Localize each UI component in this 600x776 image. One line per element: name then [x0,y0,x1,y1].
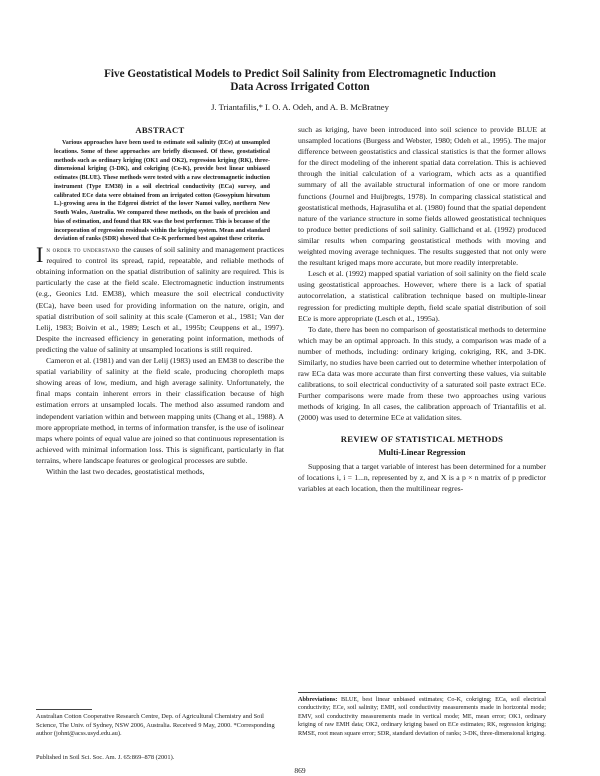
abstract-heading: ABSTRACT [135,125,185,135]
publication-info: Published in Soil Sci. Soc. Am. J. 65:869–878 (2001). [36,754,175,761]
abstract-text: Various approaches have been used to estimate soil salinity (ECe) at unsampled locations. Some of these approaches are briefly discussed. Of these, geostatistical methods such as ordinary kriging (OK1 and OK2), regression kriging (RK), three-dimensional kriging (3-DK), and cokriging (Co-K), provide best linear unbiased estimates (BLUE). These methods were tested with a raw electromagnetic induction instrument (Type EM38) in a soil electrical conductivity (ECa) survey, and calibrated ECe data were obtained from an irrigated cotton (Gossypium hirsutum L.)-growing area in the Edgeroi district of the lower Namoi valley, northern New South Wales, Australia. We compared these methods, on the basis of precision and bias of estimation, and found that RK was the best performer. This is because of the incorporation of regression residuals within the kriging system. Mean and standard deviation of ranks (SDR) showed that Co-K performed best against these criteria. [54,140,270,243]
right-paragraph-1: such as kriging, have been introduced into soil science to provide BLUE at unsampled locations (Burgess and Webster, 1980; Odeh et al., 1995). The major difference between geostatistics and classical statistics is that the former allows for the direct modeling of the inherent spatial data correlation. This is achieved through the initial calculation of a variogram, which acts as a quantified summary of all the available structural information of one or more random functions (Journel and Huijbregts, 1978). In comparing classical statistical and geostatistical methods, Hajrasuliha et al. (1980) found that the spatial dependent nature of the variance structure in some fields allowed geostatistical techniques to produce better predictions of soil salinity. Gallichand et al. (1992) produced similar results when comparing geostatistical methods with moving and weighted moving average techniques. The results suggested that not only were the resultant kriged maps more accurate, but more readily interpretable. [298,125,546,268]
section-heading: REVIEW OF STATISTICAL METHODS [340,433,504,444]
footnote-rule-left [36,709,92,710]
intro-paragraph-3: Within the last two decades, geostatistical methods, [46,466,205,476]
drop-cap: I [36,242,44,268]
affiliation-footnote: Australian Cotton Cooperative Research Centre, Dep. of Agricultural Chemistry and Soil Science, The Univ. of Sydney, NSW 2006, Australia. Received 9 May, 2000. *Corresponding author (johnt@acss.usyd.edu.au). [36,713,275,738]
right-paragraph-2: Lesch et al. (1992) mapped spatial variation of soil salinity on the field scale using geostatistical approaches. However, where there is a lack of spatial autocorrelation, a statistical calibration technique based on multiple-linear regression for predicting multiple depth, field scale spatial distribution of soil ECe is more appropriate (Lesch et al., 1995a). [298,269,546,323]
subsection-heading: Multi-Linear Regression [378,447,466,457]
intro-paragraph-1-text: the causes of soil salinity and management practices required to control its spread, rapid, repeatable, and reliable methods of obtaining information on the spatial distribution of salinity are required. This is particularly the case at the field scale. Electromagnetic induction instruments (e.g., Geonics Ltd. EM38), which measure the soil electrical conductivity (ECa), have been used for providing information on the nature, origin, and spatial distribution of soil salinity at this scale (Cameron et al., 1981; Van der Lelij, 1983; Boivin et al., 1989; Lesch et al., 1995b; Ceuppens et al., 1997). Despite the increased efficiency in generating point information, methods of predicting the value of salinity at unsampled locations is still required. [36,245,285,354]
abbreviations-box [298,696,546,738]
abbreviations-label: Abbreviations: [298,696,338,703]
intro-paragraph-2: Cameron et al. (1981) and van der Lelij (1983) used an EM38 to describe the spatial variability of salinity at the field scale, producing choropleth maps showing areas of low, medium, and high average salinity. Unfortunately, the final maps contain inherent errors in their classification because of high estimation errors at unsampled locals. The method also assumed random and independent variation within and between mapping units (Chang et al., 1988). A more appropriate method, in terms of information transfer, is the use of isolinear maps where points of equal value are joined so that continuous representation is achieved with minimal information loss. This is significant, particularly in flat terrains, where landscape features or geological processes are subtle. [36,356,284,465]
abbreviations-text: BLUE, best linear unbiased estimates; Co-K, cokriging; ECa, soil electrical conductivity; ECe, soil salinity; EMH, soil conductivity measurements made in horizontal mode; EMV, soil conductivity measurements made in vertical mode; ME, mean error; OK1, ordinary kriging of raw EMH data; OK2, ordinary kriging based on ECe estimates; RK, regression kriging; RMSE, root mean square error; SDR, standard deviation of ranks; 3-DK, three-dimensional kriging. [298,696,547,737]
intro-paragraph-1 [36,244,284,355]
left-column [36,124,284,477]
page-number: 869 [294,766,306,775]
title-line-2: Data Across Irrigated Cotton [230,81,370,93]
right-paragraph-4: Supposing that a target variable of interest has been determined for a number of locations i, i = 1...n, represented by z, and X is a p × n matrix of p predictor variables at each location, then the multilinear regres- [298,461,546,493]
abbreviations-rule [298,692,546,693]
author-list: J. Triantafilis,* I. O. A. Odeh, and A. B. McBratney [211,102,389,112]
intro-lead-in: n order to understand [46,245,120,255]
right-column [298,124,546,494]
title-line-1: Five Geostatistical Models to Predict Soil Salinity from Electromagnetic Induction [104,68,496,80]
paper-title [40,68,560,94]
right-paragraph-3: To date, there has been no comparison of geostatistical methods to determine which may be an optimal approach. In this study, a comparison was made of a number of methods, including: ordinary kriging, cokriging, RK, and 3-DK. Similarly, no studies have been carried out to determine whether interpolation of raw ECa data was more accurate than first converting these values, via suitable calibrations, to soil electrical conductivity of a saturated soil paste extract ECe. Further comparisons were made from these two approaches using various methods of kriging. In all cases, the calibration approach of Triantafilis et al. (2000) was used to determine ECe at validation sites. [298,324,546,423]
